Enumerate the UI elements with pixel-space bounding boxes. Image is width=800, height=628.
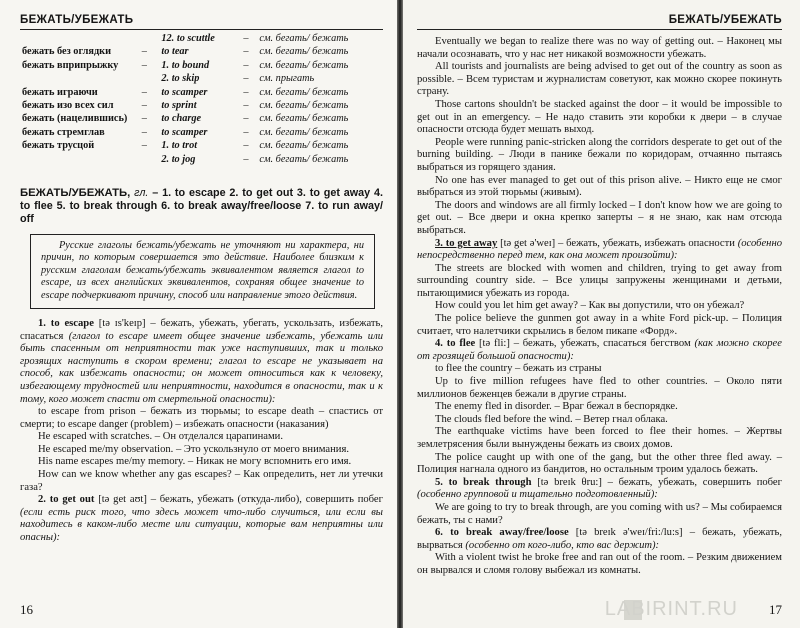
sense-5-phonetic: [tə breɪk θru:] xyxy=(537,476,602,488)
synonym-table xyxy=(20,33,383,167)
synonym-reference: см. бегать/ бежать xyxy=(259,153,349,165)
sense-6-definition: – бежать, убежать, вырваться xyxy=(417,527,783,551)
entry-pos: гл. xyxy=(134,186,149,199)
synonym-number: 1. xyxy=(161,140,170,152)
example: How could you let him get away? – Как вы допустили, что он убежал? xyxy=(435,300,745,312)
example: The police believe the gunmen got away in a white Ford pick-up. – Полиция считает, что налетчики скрылись в белом пикапе «Форд». xyxy=(417,313,782,337)
sense-3 xyxy=(417,238,782,339)
sense-5-comment: (особенно групповой и тщательно подготовленный): xyxy=(417,489,658,501)
synonym-reference: см. бегать/ бежать xyxy=(259,33,349,44)
synonym-separator: – xyxy=(243,113,249,125)
synonym-row xyxy=(20,100,383,113)
synonym-english xyxy=(159,46,241,59)
synonym-separator: – xyxy=(243,99,249,111)
sense-1-example: to escape from prison – бежать из тюрьмы; to escape death – спастись от смерти; to escape danger (problem) – избежать опасности (наказания) xyxy=(20,406,383,430)
synonym-row xyxy=(20,154,383,167)
example: The police caught up with one of the gang, but the other three fled away. – Полиция нагнала одного из бандитов, но остальным троим удалось бежать. xyxy=(417,451,782,476)
page-number-left: 16 xyxy=(20,602,33,617)
synonym-row xyxy=(20,140,383,153)
right-page xyxy=(403,0,800,628)
synonym-row xyxy=(20,127,383,140)
synonym-english-verb: to charge xyxy=(161,113,202,125)
synonym-separator: – xyxy=(243,73,249,85)
entry-translations: – 1. to escape 2. to get out 3. to get away 4. to flee 5. to break through 6. to break away/free/loose 7. to run away/ off xyxy=(20,186,384,225)
sense-4-phonetic: [tə fli:] xyxy=(479,338,510,350)
sense-3-head: 3. to get away xyxy=(435,237,498,249)
synonym-reference: см. бегать/ бежать xyxy=(259,86,349,98)
synonym-russian: бежать изо всех сил xyxy=(22,99,114,111)
sense-6 xyxy=(417,527,782,577)
synonym-english-verb: to scuttle xyxy=(176,33,215,44)
running-head-right: БЕЖАТЬ/УБЕЖАТЬ xyxy=(417,0,782,30)
sense-1-example: He escaped me/my observation. – Это ускользнуло от моего внимания. xyxy=(38,443,349,455)
synonym-english-verb: to sprint xyxy=(161,99,197,111)
sense-6-comment: (особенно от кого-либо, кто вас держит): xyxy=(465,539,660,551)
example: No one has ever managed to get out of this prison alive. – Никто еще не смог выбраться из этой тюрьмы (живым). xyxy=(417,174,782,199)
sense-4-head: 4. to flee xyxy=(435,338,476,350)
sense-2-head: 2. to get out xyxy=(38,494,95,506)
synonym-reference: см. бегать/ бежать xyxy=(259,140,349,152)
synonym-dash: – xyxy=(141,126,147,138)
synonym-reference: см. бегать/ бежать xyxy=(259,126,349,138)
synonym-russian: бежать стремглав xyxy=(22,126,105,138)
synonym-dash: – xyxy=(141,46,147,58)
synonym-english xyxy=(159,140,241,153)
synonym-dash: – xyxy=(141,59,147,71)
synonym-english xyxy=(159,127,241,140)
sense-1-phonetic: [tə ɪs'keɪp] xyxy=(98,317,146,329)
entry-headword: БЕЖАТЬ/УБЕЖАТЬ, xyxy=(20,186,131,199)
sense-5-definition: – бежать, убежать, совершить побег xyxy=(607,476,782,488)
example: Eventually we began to realize there was no way of getting out. – Наконец мы начали осознавать, что у нас нет никакой возможности убежать. xyxy=(417,36,782,60)
synonym-russian: бежать без оглядки xyxy=(22,46,112,58)
synonym-dash: – xyxy=(141,86,147,98)
sense-1-comment: (глагол to escape имеет общее значение избежать, убежать или быть спасенным от неприятности так уже наступивших, так и только грозящих наступить в скором времени; глагол to escape не указывает на способ, как избежать опасности; он может относиться как к человеку, избегающему трудностей или неприятности, находится в опасности, так и к тому, кого может спасти от смертельной опасности): xyxy=(20,330,383,405)
synonym-english xyxy=(159,87,241,100)
synonym-dash xyxy=(129,73,159,86)
synonym-dash: – xyxy=(141,140,147,152)
synonym-russian: бежать играючи xyxy=(22,86,98,98)
sense-4 xyxy=(417,338,782,477)
synonym-english xyxy=(159,100,241,113)
sense-6-phonetic: [tə breɪk ə'weɪ/fri:/lu:s] xyxy=(575,527,683,539)
synonym-number: 1. xyxy=(161,59,170,71)
sense-2 xyxy=(20,494,383,544)
sense-2-comment: (если есть риск того, что здесь может что-либо случиться, или если вы находитесь в каком-либо месте или ситуации, которые вам неприятны или опасны): xyxy=(20,506,383,544)
synonym-reference: см. прыгать xyxy=(259,73,315,85)
synonym-russian xyxy=(20,33,129,46)
example: The streets are blocked with women and children, trying to get away from surrounding country side. – Все улицы запружены женщинами и детьми, пытающимися убежать из города. xyxy=(417,262,782,299)
example: Up to five million refugees have fled to other countries. – Около пяти миллионов беженцев бежали в другие страны. xyxy=(417,376,782,400)
running-head-left: БЕЖАТЬ/УБЕЖАТЬ xyxy=(20,0,383,30)
synonym-russian xyxy=(20,154,129,167)
sense-1-example: How can we know whether any gas escapes? – Как определить, нет ли утечки газа? xyxy=(20,469,383,493)
synonym-number: 2. xyxy=(161,73,170,85)
example: The clouds fled before the wind. – Ветер гнал облака. xyxy=(435,413,668,425)
sense-3-comment: (особенно непосредственно перед тем, как она может произойти): xyxy=(417,237,782,262)
synonym-russian xyxy=(20,73,129,86)
synonym-english xyxy=(159,154,241,167)
usage-note-box xyxy=(30,234,375,309)
synonym-english xyxy=(159,33,241,46)
synonym-russian: бежать трусцой xyxy=(22,140,95,152)
sense-3-definition: – бежать, убежать, избежать опасности xyxy=(558,237,735,249)
example: The doors and windows are all firmly locked – I don't know how we are going to get out. – Все двери и окна крепко заперты – я не знаю, как нам отсюда выбраться. xyxy=(417,199,782,236)
synonym-row xyxy=(20,60,383,73)
synonym-reference: см. бегать/ бежать xyxy=(259,59,349,71)
sense-3-phonetic: [tə get ə'weɪ] xyxy=(500,237,556,249)
synonym-english-verb: to scamper xyxy=(161,86,208,98)
example: to flee the country – бежать из страны xyxy=(435,363,602,375)
sense-1-example: His name escapes me/my memory. – Никак не могу вспомнить его имя. xyxy=(38,456,352,468)
synonym-english xyxy=(159,60,241,73)
synonym-english-verb: to bound xyxy=(171,59,210,71)
synonym-number: 2. xyxy=(161,153,170,165)
sense-4-definition: – бежать, убежать, спасаться бегством xyxy=(513,338,691,350)
synonym-russian: бежать вприпрыжку xyxy=(22,59,119,71)
synonym-row xyxy=(20,33,383,46)
entry-heading xyxy=(20,187,383,226)
sense-1-definition: – бежать, убежать, убегать, ускользать, избежать, спасаться xyxy=(20,317,384,342)
synonym-row xyxy=(20,46,383,59)
sense-2-phonetic: [tə get aʊt] xyxy=(98,494,147,506)
usage-note: Русские глаголы бежать/убежать не уточняют ни характера, ни причин, по которым совершается это действие. Наиболее близким к русским глаголам бежать/убежать эквивалентом является глагол to escape, из всех английских эквивалентов, сохраняя общее значение to escape подчеркивают причину, способ или направление этого действия. xyxy=(41,239,364,301)
example: People were running panic-stricken along the corridors desperate to get out of the burning building. – Люди в панике бежали по коридорам, отчаянно пытаясь выбраться из горящего здания. xyxy=(417,136,782,173)
synonym-reference: см. бегать/ бежать xyxy=(259,99,349,111)
left-page xyxy=(0,0,397,628)
synonym-reference: см. бегать/ бежать xyxy=(259,113,349,125)
example: All tourists and journalists are being advised to get out of the country as soon as possible. – Всем туристам и журналистам советуют, как можно скорее покинуть страну. xyxy=(417,61,782,98)
sense-1 xyxy=(20,318,383,494)
example: We are going to try to break through, are you coming with us? – Мы собираемся бежать, ты с нами? xyxy=(417,501,782,526)
synonym-english-verb: to tear xyxy=(161,46,189,58)
synonym-reference: см. бегать/ бежать xyxy=(259,46,349,58)
page-number-right: 17 xyxy=(769,602,782,617)
synonym-dash xyxy=(129,154,159,167)
synonym-dash xyxy=(129,33,159,46)
example: The earthquake victims have been forced to flee their homes. – Жертвы землетрясения были вынуждены бежать из своих домов. xyxy=(417,426,782,450)
sense-1-head: 1. to escape xyxy=(38,317,94,329)
synonym-separator: – xyxy=(243,153,249,165)
synonym-english-verb: to jog xyxy=(171,153,196,165)
sense-6-head: 6. to break away/free/loose xyxy=(435,527,569,539)
sense-2-examples xyxy=(417,36,782,238)
synonym-english xyxy=(159,73,241,86)
synonym-number: 12. xyxy=(161,33,175,44)
example: The enemy fled in disorder. – Враг бежал в беспорядке. xyxy=(435,401,678,413)
synonym-dash: – xyxy=(141,113,147,125)
synonym-english-verb: to skip xyxy=(171,73,200,85)
synonym-separator: – xyxy=(243,46,249,58)
example: With a violent twist he broke free and ran out of the room. – Резким движением он вырвался и сломя голову выбежал из комнаты. xyxy=(417,552,782,576)
sense-5-head: 5. to break through xyxy=(435,476,532,488)
synonym-dash: – xyxy=(141,99,147,111)
example: Those cartons shouldn't be stacked against the door – it would be impossible to get out in an emergency. – Не надо ставить эти коробки к двери – в случае опасности отсюда будет мешать выход. xyxy=(417,98,782,136)
sense-4-comment: (как можно скорее от грозящей большой опасности): xyxy=(417,338,782,362)
synonym-separator: – xyxy=(243,59,249,71)
sense-5 xyxy=(417,477,782,527)
synonym-row xyxy=(20,87,383,100)
synonym-separator: – xyxy=(243,33,249,44)
synonym-row xyxy=(20,113,383,126)
synonym-english xyxy=(159,113,241,126)
synonym-english-verb: to trot xyxy=(171,140,198,152)
synonym-separator: – xyxy=(243,140,249,152)
watermark: LABIRINT.RU xyxy=(604,598,738,620)
synonym-english-verb: to scamper xyxy=(161,126,208,138)
sense-2-definition: – бежать, убежать (откуда-либо), совершить побег xyxy=(150,494,383,506)
synonym-russian: бежать (нацелившись) xyxy=(22,113,128,125)
sense-1-example: He escaped with scratches. – Он отделался царапинами. xyxy=(38,431,283,443)
synonym-separator: – xyxy=(243,126,249,138)
synonym-row xyxy=(20,73,383,86)
synonym-separator: – xyxy=(243,86,249,98)
